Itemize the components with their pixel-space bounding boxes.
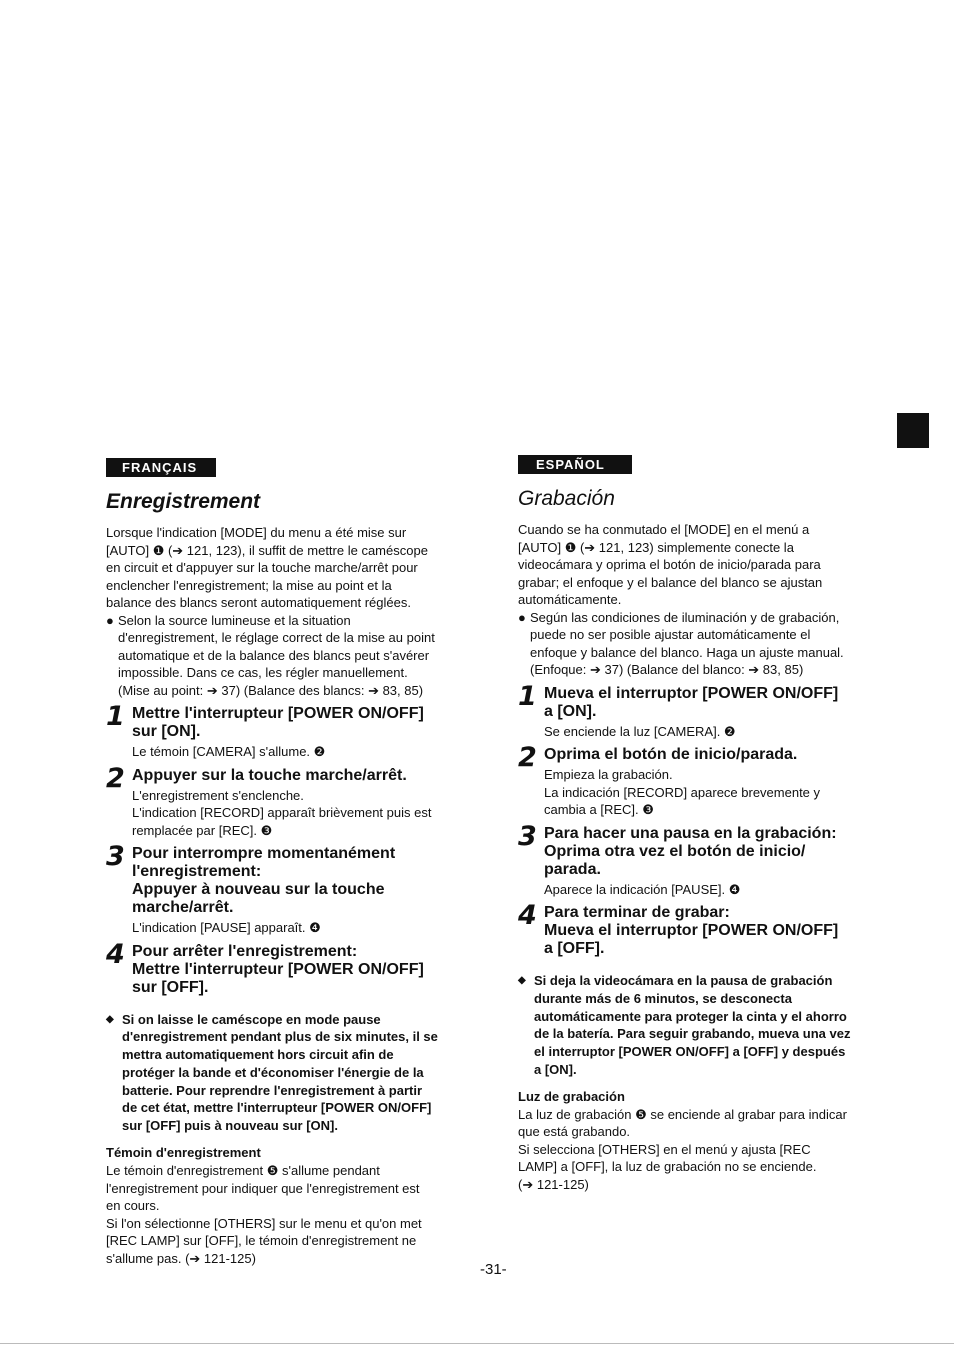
step-3 xyxy=(518,820,880,899)
bullet-dot-icon: ● xyxy=(518,609,526,625)
language-tag-french: FRANÇAIS xyxy=(106,458,216,477)
subheading-french: Témoin d'enregistrement xyxy=(106,1145,261,1161)
step-heading-line: a [OFF]. xyxy=(544,940,605,957)
step-4 xyxy=(518,900,880,958)
step-heading-line: sur [OFF]. xyxy=(132,978,209,996)
step-heading xyxy=(132,845,476,917)
text-line: el interruptor [POWER ON/OFF] a [OFF] y después xyxy=(534,1044,846,1060)
step-number: 4 xyxy=(518,900,537,931)
bullet-dot-icon: ● xyxy=(106,612,114,628)
bottom-rule xyxy=(0,1343,954,1344)
text-line: [REC LAMP] sur [OFF], le témoin d'enregistrement ne xyxy=(106,1233,417,1249)
text-line: (Mise au point: ➔ 37) (Balance des blancs: ➔ 83, 85) xyxy=(118,682,424,698)
text-line: Según las condiciones de iluminación y de grabación, xyxy=(530,609,840,625)
step-3 xyxy=(106,841,476,937)
step-heading xyxy=(132,705,476,741)
step-description xyxy=(544,723,880,741)
step-heading-line: Oprima el botón de inicio/parada. xyxy=(544,746,798,763)
bullet-spanish xyxy=(518,609,880,679)
step-description xyxy=(544,766,880,819)
text-line: (Enfoque: ➔ 37) (Balance del blanco: ➔ 83, 85) xyxy=(530,662,804,677)
step-description-line: L'enregistrement s'enclenche. xyxy=(132,787,304,803)
step-description-line: Aparece la indicación [PAUSE]. ❹ xyxy=(544,881,741,897)
step-description-line: La indicación [RECORD] aparece brevemente y xyxy=(544,784,821,800)
text-line: balance des blancs seront automatiquement réglées. xyxy=(106,595,411,610)
text-line: Le témoin d'enregistrement ❺ s'allume pendant xyxy=(106,1163,380,1179)
text-line: automáticamente. xyxy=(518,592,622,607)
section-edge-tab xyxy=(897,413,929,448)
column-french xyxy=(106,458,476,1267)
text-line: d'enregistrement pendant plus de six minutes, il se xyxy=(122,1029,438,1045)
text-line: enfoque y balance del blanco. Haga un ajuste manual. xyxy=(530,644,844,660)
step-heading-line: parada. xyxy=(544,860,601,878)
step-heading-line: a [ON]. xyxy=(544,702,597,720)
intro-french xyxy=(106,524,476,612)
text-line: LAMP] a [OFF], la luz de grabación no se enciende. xyxy=(518,1159,817,1175)
step-number: 1 xyxy=(106,701,125,732)
step-description-line: remplacée par [REC]. ❸ xyxy=(132,822,273,838)
diamond-bullet-icon: ◆ xyxy=(518,975,526,986)
text-line: a [ON]. xyxy=(534,1061,577,1077)
text-line: durante más de 6 minutos, se desconecta xyxy=(534,990,792,1006)
step-heading xyxy=(544,746,880,764)
step-heading-line: Oprima otra vez el botón de inicio/ xyxy=(544,842,806,860)
step-heading-line: Pour interrompre momentanément xyxy=(132,845,396,862)
step-heading xyxy=(544,685,880,721)
text-line: mettra automatiquement hors circuit afin de xyxy=(122,1047,394,1063)
text-line: Si selecciona [OTHERS] en el menú y ajusta [REC xyxy=(518,1141,811,1157)
step-heading-line: Mueva el interruptor [POWER ON/OFF] xyxy=(544,684,839,702)
step-number: 2 xyxy=(106,762,125,794)
text-line: enclencher l'enregistrement; la mise au point et la xyxy=(106,577,392,593)
text-line: Si l'on sélectionne [OTHERS] sur le menu et qu'on met xyxy=(106,1215,422,1231)
step-1 xyxy=(518,680,880,741)
text-line: sur [OFF] puis à nouveau sur [ON]. xyxy=(122,1118,338,1134)
section-title-spanish: Grabación xyxy=(518,487,615,510)
step-heading-line: sur [ON]. xyxy=(132,723,201,740)
step-description-line: Le témoin [CAMERA] s'allume. ❷ xyxy=(132,744,326,759)
step-description xyxy=(544,881,880,899)
step-heading-line: Pour arrêter l'enregistrement: xyxy=(132,942,358,960)
text-line: en cours. xyxy=(106,1198,160,1214)
text-line: que está grabando. xyxy=(518,1124,631,1140)
column-spanish xyxy=(518,455,880,1193)
step-description-line: L'indication [RECORD] apparaît brièvement puis est xyxy=(132,805,432,820)
step-heading xyxy=(132,943,476,997)
step-number: 1 xyxy=(518,680,537,712)
text-line: d'enregistrement, le réglage correct de la mise au point xyxy=(118,630,435,645)
step-1 xyxy=(106,701,476,761)
text-line: Si on laisse le caméscope en mode pause xyxy=(122,1011,381,1027)
step-description-line: L'indication [PAUSE] apparaît. ❹ xyxy=(132,920,321,935)
subheading-spanish: Luz de grabación xyxy=(518,1088,625,1104)
step-heading-line: Mettre l'interrupteur [POWER ON/OFF] xyxy=(132,960,424,978)
subtext-french xyxy=(106,1162,476,1267)
steps-french xyxy=(106,701,476,997)
step-description-line: Se enciende la luz [CAMERA]. ❷ xyxy=(544,723,736,739)
step-heading-line: Mettre l'interrupteur [POWER ON/OFF] xyxy=(132,705,424,722)
step-number: 3 xyxy=(518,820,537,852)
step-description xyxy=(132,787,476,840)
diamond-bullet-icon: ◆ xyxy=(106,1013,114,1025)
note-spanish xyxy=(518,972,880,1079)
step-heading xyxy=(544,825,880,879)
text-line: videocámara y oprima el botón de inicio/parada para xyxy=(518,557,821,572)
step-description-line: Empieza la grabación. xyxy=(544,767,673,782)
step-description xyxy=(132,743,476,761)
step-description-line: cambia a [REC]. ❸ xyxy=(544,802,654,817)
step-heading-line: Para hacer una pausa en la grabación: xyxy=(544,824,837,842)
text-line: [AUTO] ❶ (➔ 121, 123) simplemente conecte la xyxy=(518,539,794,555)
text-line: en circuit et d'appuyer sur la touche marche/arrêt pour xyxy=(106,560,418,575)
text-line: [AUTO] ❶ (➔ 121, 123), il suffit de mettre le caméscope xyxy=(106,542,428,558)
bullet-french xyxy=(106,612,476,700)
text-line: l'enregistrement pour indiquer que l'enregistrement est xyxy=(106,1180,420,1196)
step-heading-line: Para terminar de grabar: xyxy=(544,904,730,921)
text-line: Lorsque l'indication [MODE] du menu a été mise sur xyxy=(106,525,407,540)
intro-spanish xyxy=(518,521,880,609)
text-line: puede no ser posible ajustar automáticamente el xyxy=(530,627,811,642)
text-line: s'allume pas. (➔ 121-125) xyxy=(106,1250,256,1266)
text-line: (➔ 121-125) xyxy=(518,1176,589,1192)
text-line: Si deja la videocámara en la pausa de grabación xyxy=(534,973,833,988)
step-number: 3 xyxy=(106,841,125,872)
step-heading xyxy=(132,767,476,785)
section-title-french: Enregistrement xyxy=(106,490,261,513)
step-heading-line: l'enregistrement: xyxy=(132,863,262,880)
step-heading-line: Appuyer à nouveau sur la touche xyxy=(132,881,385,898)
step-heading-line: Appuyer sur la touche marche/arrêt. xyxy=(132,766,407,784)
step-heading-line: marche/arrêt. xyxy=(132,899,234,916)
language-tag-spanish: ESPAÑOL xyxy=(518,455,632,474)
step-number: 4 xyxy=(106,938,125,970)
text-line: automáticamente para proteger la cinta y el ahorro xyxy=(534,1008,847,1024)
page-number: -31- xyxy=(480,1261,507,1278)
text-line: grabar; el enfoque y el balance del blanco se ajustan xyxy=(518,574,823,590)
step-4 xyxy=(106,938,476,997)
steps-spanish xyxy=(518,680,880,959)
text-line: de cet état, mettre l'interrupteur [POWER ON/OFF] xyxy=(122,1100,432,1116)
text-line: impossible. Dans ce cas, les régler manuellement. xyxy=(118,665,408,680)
subtext-spanish xyxy=(518,1106,880,1194)
text-line: Selon la source lumineuse et la situation xyxy=(118,612,351,628)
text-line: Cuando se ha conmutado el [MODE] en el menú a xyxy=(518,522,810,537)
text-line: La luz de grabación ❺ se enciende al grabar para indicar xyxy=(518,1106,847,1122)
text-line: de la batería. Para seguir grabando, mueva una vez xyxy=(534,1026,851,1042)
text-line: protéger la bande et d'économiser l'énergie de la xyxy=(122,1064,424,1080)
step-2 xyxy=(518,742,880,819)
note-french xyxy=(106,1011,476,1136)
step-heading-line: Mueva el interruptor [POWER ON/OFF] xyxy=(544,922,839,939)
step-2 xyxy=(106,762,476,840)
text-line: batterie. Pour reprendre l'enregistrement à partir xyxy=(122,1082,423,1098)
step-description xyxy=(132,919,476,937)
step-number: 2 xyxy=(518,742,537,773)
text-line: automatique et de la balance des blancs peut s'avérer xyxy=(118,647,430,663)
step-heading xyxy=(544,904,880,958)
